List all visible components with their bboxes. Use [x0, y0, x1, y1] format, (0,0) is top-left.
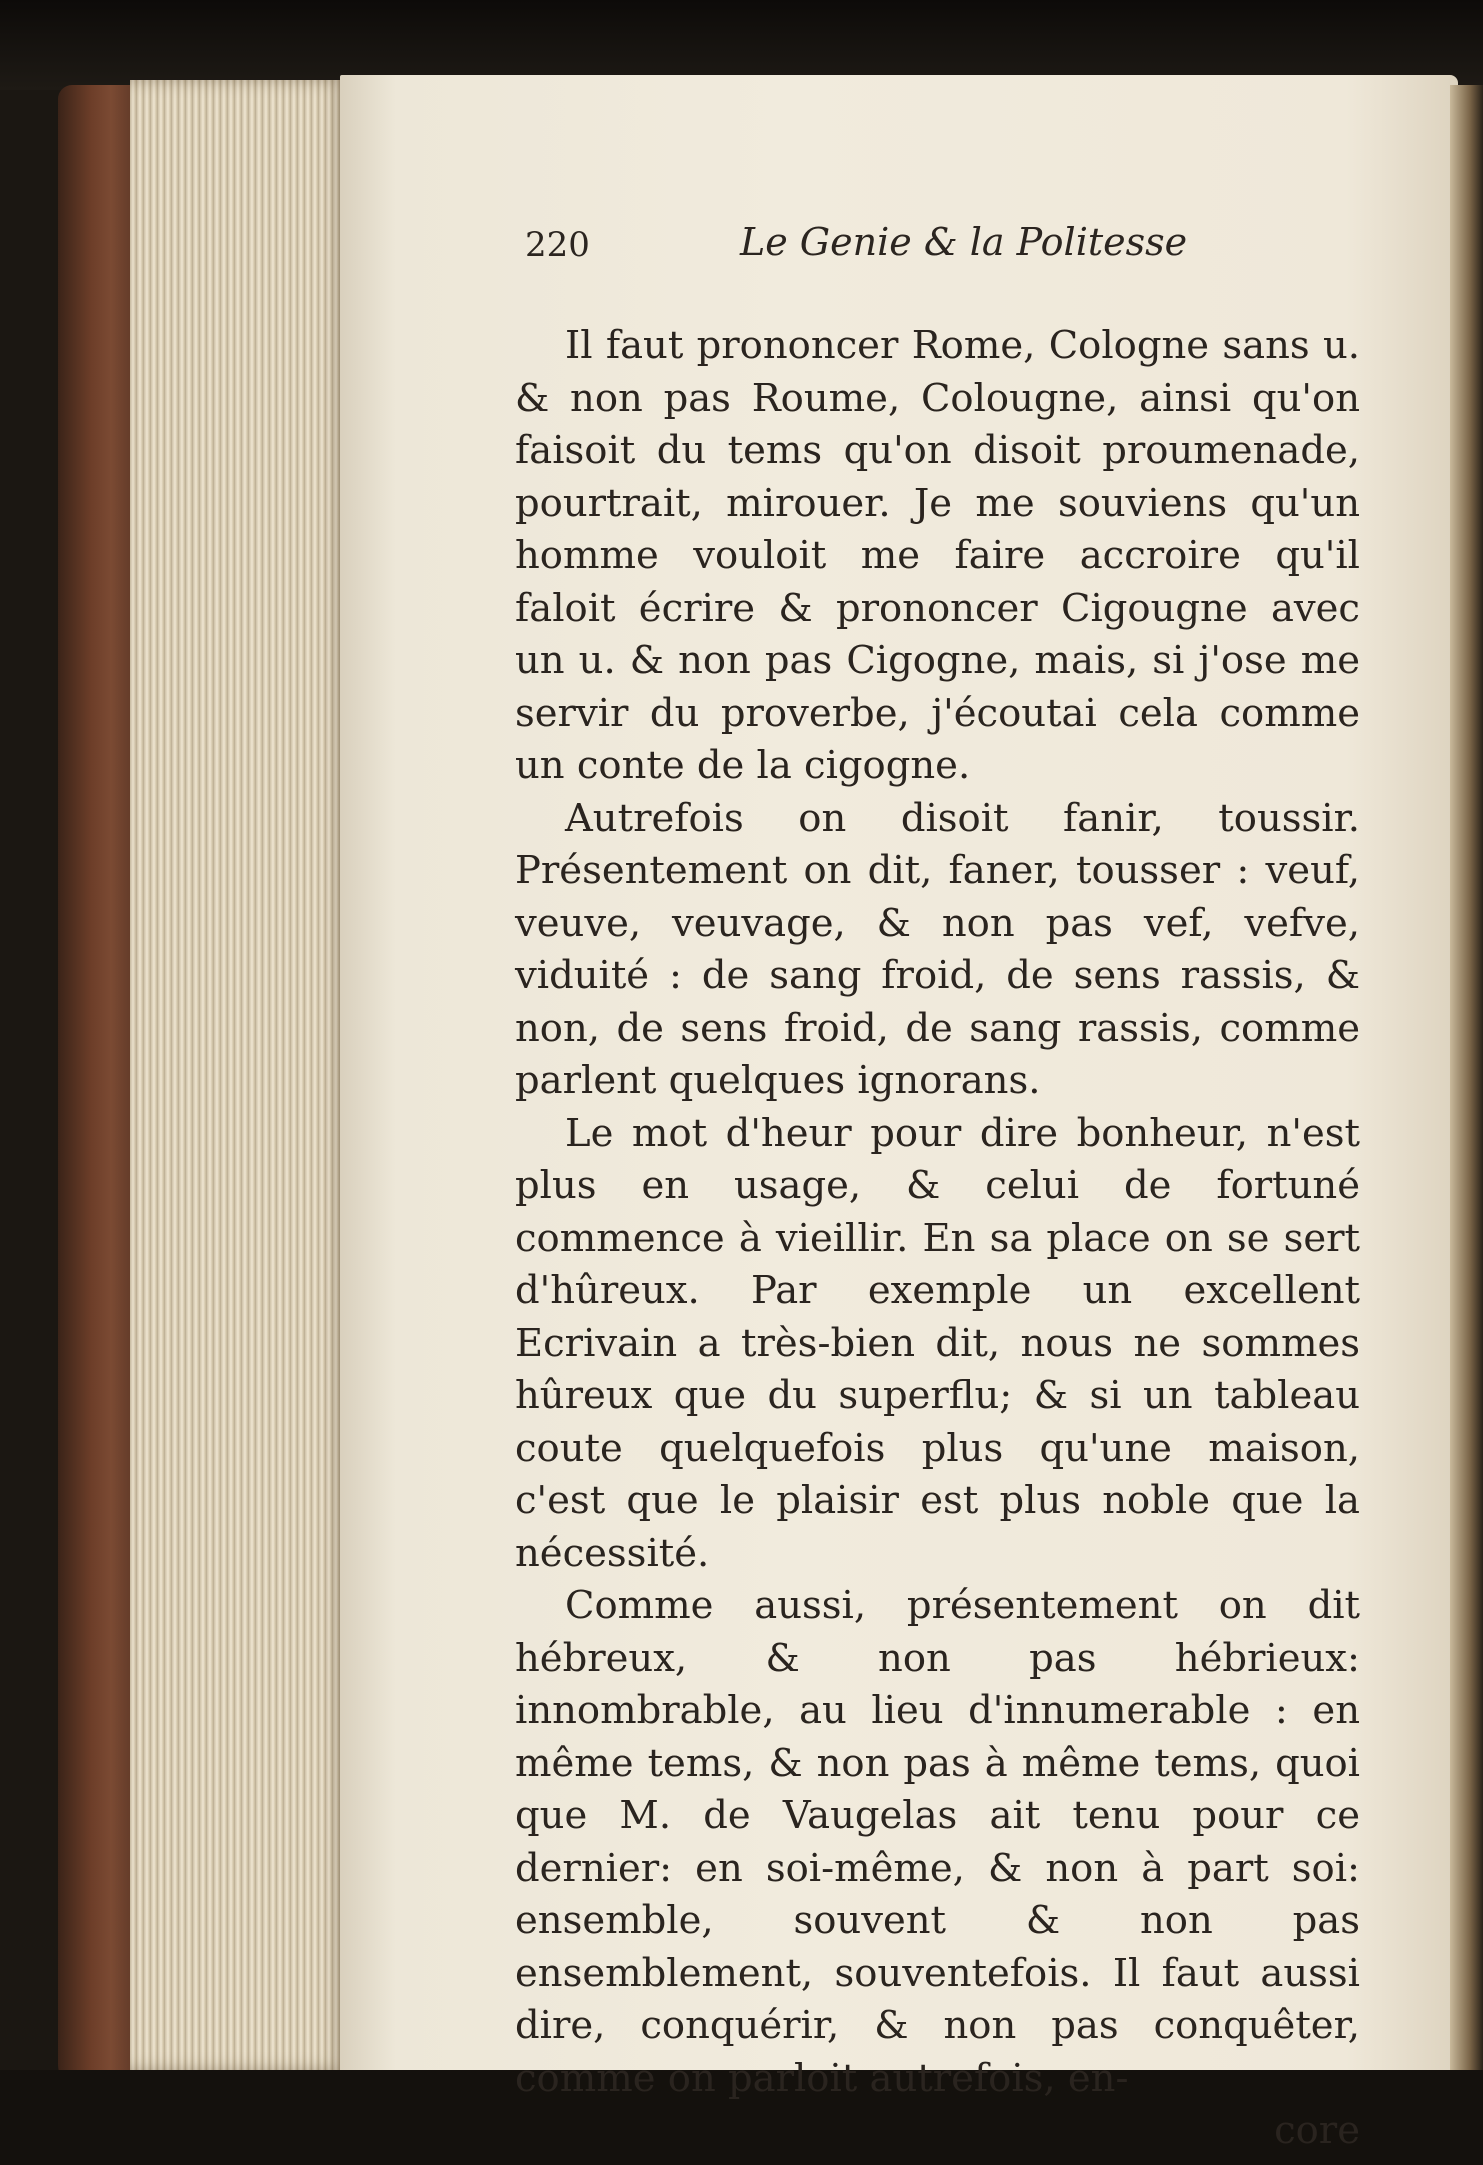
paragraph: Autrefois on disoit fanir, toussir. Présentement on dit, faner, tousser : veuf, veuve, veuvage, & non pas vef, vefve, viduité : de sang froid, de sens rassis, & non, de sens froid, de sang rassis, comme parlent quelques ignorans. — [515, 795, 1360, 1103]
body-text — [515, 320, 1360, 2158]
paragraph: Comme aussi, présentement on dit hébreux, & non pas hébrieux: innombrable, au lieu d'innumerable : en même tems, & non pas à même tems, quoi que M. de Vaugelas ait tenu pour ce dernier: en soi-même, & non à part soi: ensemble, souvent & non pas ensemblement, souventefois. Il faut aussi dire, conquérir, & non pas conquêter, comme on parloit autrefois, en- — [515, 1583, 1360, 2101]
paragraph: Le mot d'heur pour dire bonheur, n'est plus en usage, & celui de fortuné commence à vieillir. En sa place on se sert d'hûreux. Par exemple un excellent Ecrivain a très-bien dit, nous ne sommes hûreux que du superflu; & si un tableau coute quelquefois plus qu'une maison, c'est que le plaisir est plus noble que la nécessité. — [515, 1110, 1360, 1576]
catchword: core — [1274, 2108, 1360, 2153]
facing-page-edge — [1450, 85, 1483, 2075]
page-number: 220 — [525, 225, 590, 265]
running-title: Le Genie & la Politesse — [740, 220, 1188, 264]
page-edges — [130, 80, 345, 2070]
paragraph: Il faut prononcer Rome, Cologne sans u. & non pas Roume, Colougne, ainsi qu'on faisoit du tems qu'on disoit proumenade, pourtrait, mirouer. Je me souviens qu'un homme vouloit me faire accroire qu'il faloit écrire & prononcer Cigougne avec un u. & non pas Cigogne, mais, si j'ose me servir du proverbe, j'écoutai cela comme un conte de la cigogne. — [515, 323, 1360, 788]
